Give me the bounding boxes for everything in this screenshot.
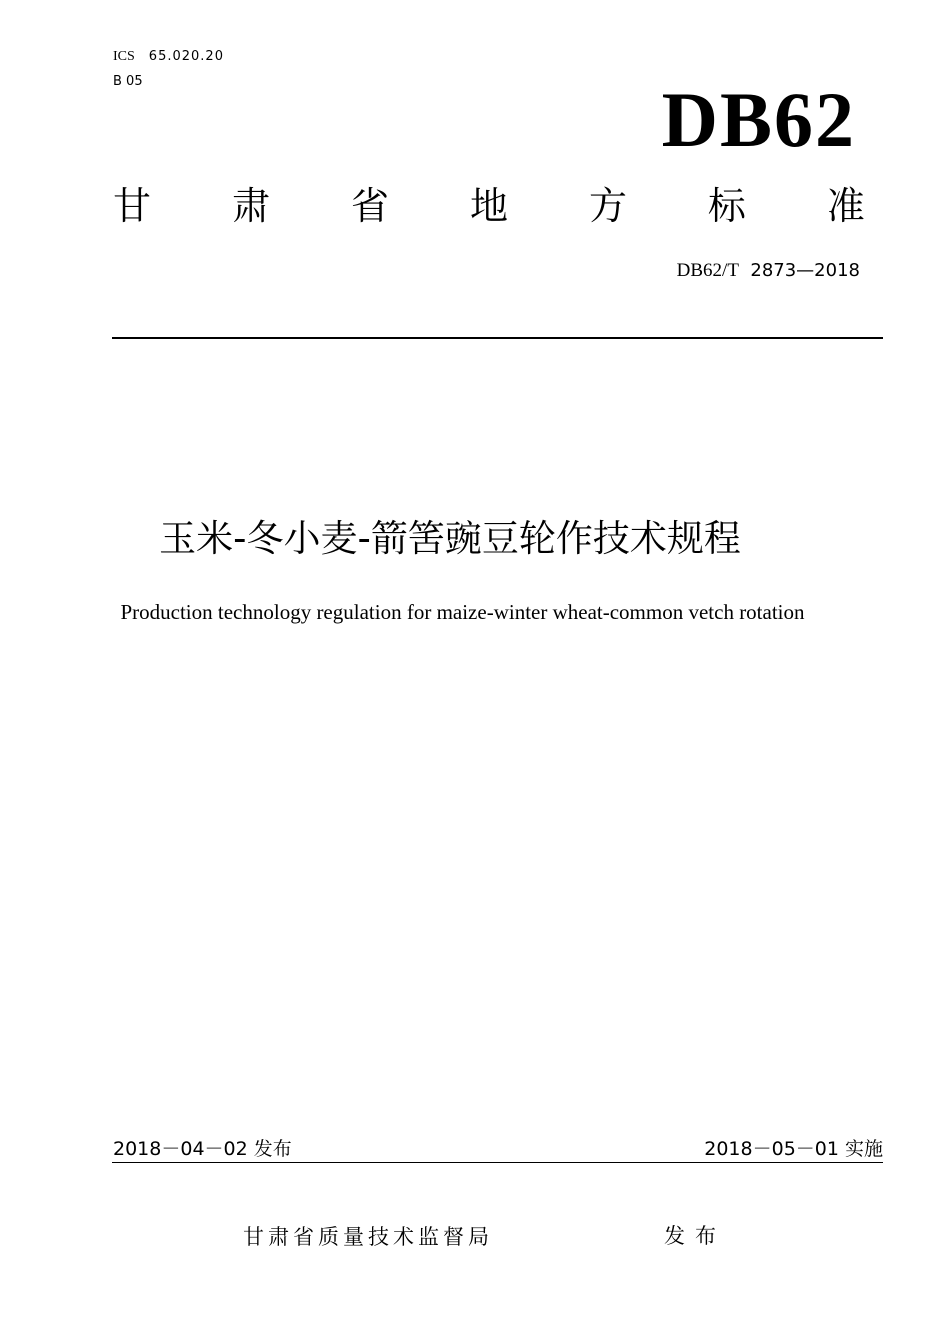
standard-type-char: 方	[588, 184, 627, 228]
standard-number	[677, 260, 860, 282]
ccs-code: B 05	[113, 74, 143, 89]
standard-number-prefix: DB62/T	[676, 260, 739, 281]
publish-label: 发布	[664, 1224, 726, 1248]
standard-logo: DB62	[661, 76, 856, 163]
issue-date: 2018－04－02 发布	[113, 1138, 292, 1160]
standard-type-char: 肃	[231, 184, 270, 228]
standard-type-heading	[113, 183, 865, 229]
ics-code: 65.020.20	[148, 49, 224, 64]
ics-label: ICS	[113, 49, 135, 64]
standard-type-char: 标	[707, 184, 746, 228]
ics-classification	[113, 49, 224, 65]
standard-type-char: 地	[469, 184, 508, 228]
standard-type-char: 省	[350, 184, 389, 228]
document-title-english: Production technology regulation for maize-winter wheat-common vetch rotation	[120, 600, 805, 624]
standard-number-value: 2873—2018	[750, 260, 860, 281]
publisher-name: 甘肃省质量技术监督局	[243, 1225, 493, 1249]
footer-divider	[112, 1162, 883, 1163]
header-divider	[112, 337, 883, 339]
standard-type-char: 准	[826, 184, 865, 228]
standard-type-char: 甘	[113, 184, 152, 228]
implementation-date: 2018－05－01 实施	[704, 1138, 883, 1160]
document-title-chinese: 玉米-冬小麦-箭筈豌豆轮作技术规程	[159, 517, 741, 560]
